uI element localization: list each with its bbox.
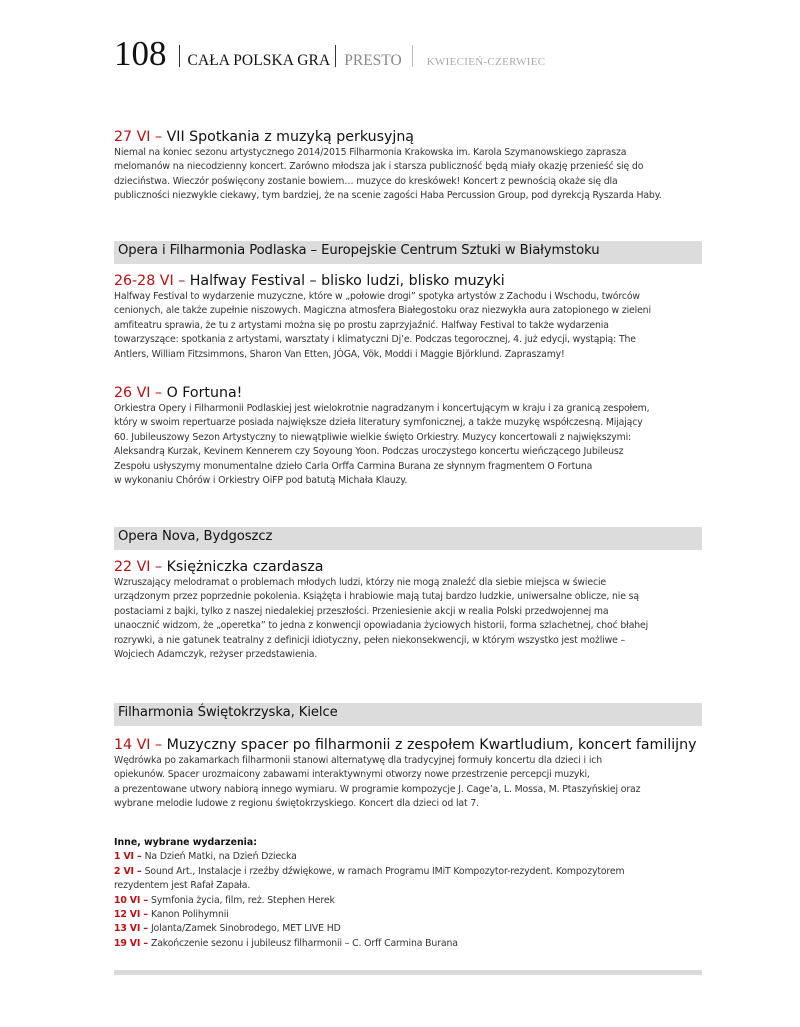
text-line: unaocznić widzom, że „operetka” to jedna z konwencji opowiadania życiowych historii, forma szlachetnej, choć błahej [114, 620, 649, 632]
text-line: publiczności niezwykle ciekawy, tym bardziej, że na scenie zagości Haba Percussion Group, pod dyrekcją Ryszarda Haby. [114, 190, 662, 202]
event-article [114, 558, 702, 662]
event-description [114, 146, 702, 204]
other-events-heading: Inne, wybrane wydarzenia: [114, 837, 257, 848]
text-line: urządzonym przez poprzednie pokolenia. Książęta i hrabiowie mają tutaj bardzo ludzkie, uniwersalne oblicze, nie są [114, 591, 639, 603]
list-item [114, 850, 702, 864]
text-line: a prezentowane utwory nabiorą innego wymiaru. W programie kompozycje J. Cage’a, L. Mossa, M. Ptaszyńskiej oraz [114, 783, 641, 795]
header-divider [335, 45, 336, 67]
event-date: 14 VI – [114, 737, 167, 753]
event-text: Kanon Polihymnii [150, 909, 229, 921]
text-line: opiekunów. Spacer urozmaicony zabawami interaktywnymi otworzy nowe przestrzenie percepcji muzyki, [114, 769, 590, 781]
text-line: amfiteatru sprawia, że tu z artystami można się po prostu zaprzyjaźnić. Halfway Festival to także wydarzenia [114, 319, 609, 331]
event-date: 27 VI – [114, 129, 167, 145]
text-line: rozrywki, a nie gatunek teatralny z definicji idiotyczny, pełen niekonsekwencji, w którym wszystko jest możliwe – [114, 634, 626, 646]
list-item-continuation: rezydentem jest Rafał Zapała. [114, 880, 251, 892]
event-article [114, 736, 702, 812]
text-line: Niemal na koniec sezonu artystycznego 2014/2015 Filharmonia Krakowska im. Karola Szymanowskiego zaprasza [114, 147, 627, 158]
magazine-name: PRESTO [344, 52, 402, 69]
event-date: 10 VI – [114, 894, 151, 906]
section-divider [114, 970, 702, 975]
list-item [114, 937, 702, 951]
event-date: 19 VI – [114, 937, 151, 949]
text-line: który w swoim repertuarze posiada największe dzieła literatury symfonicznej, a także muzykę współczesną. Mijający [114, 417, 643, 429]
section-title: CAŁA POLSKA GRA [187, 52, 331, 69]
list-item [114, 908, 702, 922]
list-item [114, 865, 702, 879]
event-name: Halfway Festival – blisko ludzi, blisko muzyki [189, 273, 505, 289]
page-header [114, 34, 545, 74]
text-line: melomanów na niecodzienny koncert. Zarówno młodsza jak i starsza publiczność będą miały okazję przenieść się do [114, 161, 644, 173]
text-line: cenionych, ale także zupełnie niszowych. Magiczna atmosfera Białegostoku oraz niezwykła aura zatopionego w zieleni [114, 305, 651, 317]
event-date: 12 VI – [114, 909, 151, 921]
text-line: w wykonaniu Chórów i Orkiestry OiFP pod batutą Michała Klauzy. [114, 475, 408, 487]
event-date: 13 VI – [114, 923, 151, 935]
event-title [114, 736, 702, 754]
event-title [114, 384, 702, 402]
issue-period: KWIECIEŃ-CZERWIEC [426, 56, 546, 68]
header-divider [179, 45, 180, 67]
other-events-list [114, 836, 702, 951]
event-description [114, 402, 702, 488]
event-name: Księżniczka czardasza [166, 559, 324, 575]
text-line: Wojciech Adamczyk, reżyser przedstawienia. [114, 649, 318, 661]
text-line: Aleksandrą Kurzak, Kevinem Kennerem czy Soyoung Yoon. Podczas uroczystego koncertu wieńczącego Jubileusz [114, 446, 624, 458]
venue-name: Opera Nova, Bydgoszcz [118, 529, 273, 544]
event-title [114, 128, 702, 146]
text-line: Wędrówka po zakamarkach filharmonii stanowi alternatywę dla tradycyjnej formuły koncertu dla dzieci i ich [114, 755, 603, 766]
venue-name: Filharmonia Świętokrzyska, Kielce [118, 705, 338, 720]
event-date: 26 VI – [114, 385, 167, 401]
text-line: postaciami z bajki, tylko z naszej niedalekiej przeszłości. Przeniesienie akcji w realia Polski przedwojennej ma [114, 605, 609, 617]
text-line: dzieciństwa. Wieczór poświęcony zostanie bowiem… muzyce do kreskówek! Koncert z pewnością okaże się dla [114, 175, 618, 187]
event-text: Jolanta/Zamek Sinobrodego, MET LIVE HD [150, 923, 341, 935]
event-text: Zakończenie sezonu i jubileusz filharmonii – C. Orff Carmina Burana [150, 937, 458, 949]
venue-header [114, 527, 702, 550]
event-article [114, 272, 702, 362]
event-date: 1 VI – [114, 851, 145, 863]
event-text: Symfonia życia, film, reż. Stephen Herek [150, 894, 335, 906]
event-date: 26-28 VI – [114, 273, 190, 289]
event-description [114, 754, 702, 812]
event-text: Na Dzień Matki, na Dzień Dziecka [144, 851, 297, 863]
text-line: Antlers, William Fitzsimmons, Sharon Van Etten, JÓGA, Vök, Moddi i Maggie Björklund. Zapraszamy! [114, 348, 565, 360]
text-line: wybrane melodie ludowe z regionu świętokrzyskiego. Koncert dla dzieci od lat 7. [114, 798, 479, 810]
list-item [114, 922, 702, 936]
venue-header [114, 241, 702, 264]
event-article [114, 384, 702, 488]
text-line: Halfway Festival to wydarzenie muzyczne, które w „połowie drogi” spotyka artystów z Zachodu i Wschodu, twórców [114, 291, 640, 302]
venue-name: Opera i Filharmonia Podlaska – Europejskie Centrum Sztuki w Białymstoku [118, 243, 600, 258]
header-divider [412, 45, 413, 67]
text-line: Zespołu usłyszymy monumentalne dzieło Carla Orffa Carmina Burana ze słynnym fragmentem O Fortuna [114, 460, 593, 472]
venue-header [114, 703, 702, 726]
event-name: Muzyczny spacer po filharmonii z zespołem Kwartludium, koncert familijny [166, 737, 697, 753]
page-number: 108 [114, 34, 167, 73]
event-description [114, 576, 702, 662]
event-description [114, 290, 702, 362]
event-title [114, 272, 702, 290]
text-line: Wzruszający melodramat o problemach młodych ludzi, którzy nie mogą znaleźć dla siebie miejsca w świecie [114, 577, 606, 588]
event-date: 2 VI – [114, 865, 145, 877]
event-name: O Fortuna! [166, 385, 243, 401]
text-line: 60. Jubileuszowy Sezon Artystyczny to niewątpliwie wielkie święto Orkiestry. Muzycy koncertowali z największymi: [114, 431, 632, 443]
event-article [114, 128, 702, 204]
text-line: Orkiestra Opery i Filharmonii Podlaskiej jest wielokrotnie nagradzanym i koncertującym w kraju i za granicą zespołem, [114, 403, 650, 414]
text-line: towarzyszące: spotkania z artystami, warsztaty i klimatyczni Dj’e. Podczas tegorocznej, 4. już edycji, wystąpią: The [114, 334, 636, 346]
event-text: Sound Art., Instalacje i rzeźby dźwiękowe, w ramach Programu IMiT Kompozytor-rezydent. Kompozytorem [144, 865, 625, 877]
list-item [114, 894, 702, 908]
event-date: 22 VI – [114, 559, 167, 575]
event-name: VII Spotkania z muzyką perkusyjną [166, 129, 414, 145]
event-title [114, 558, 702, 576]
